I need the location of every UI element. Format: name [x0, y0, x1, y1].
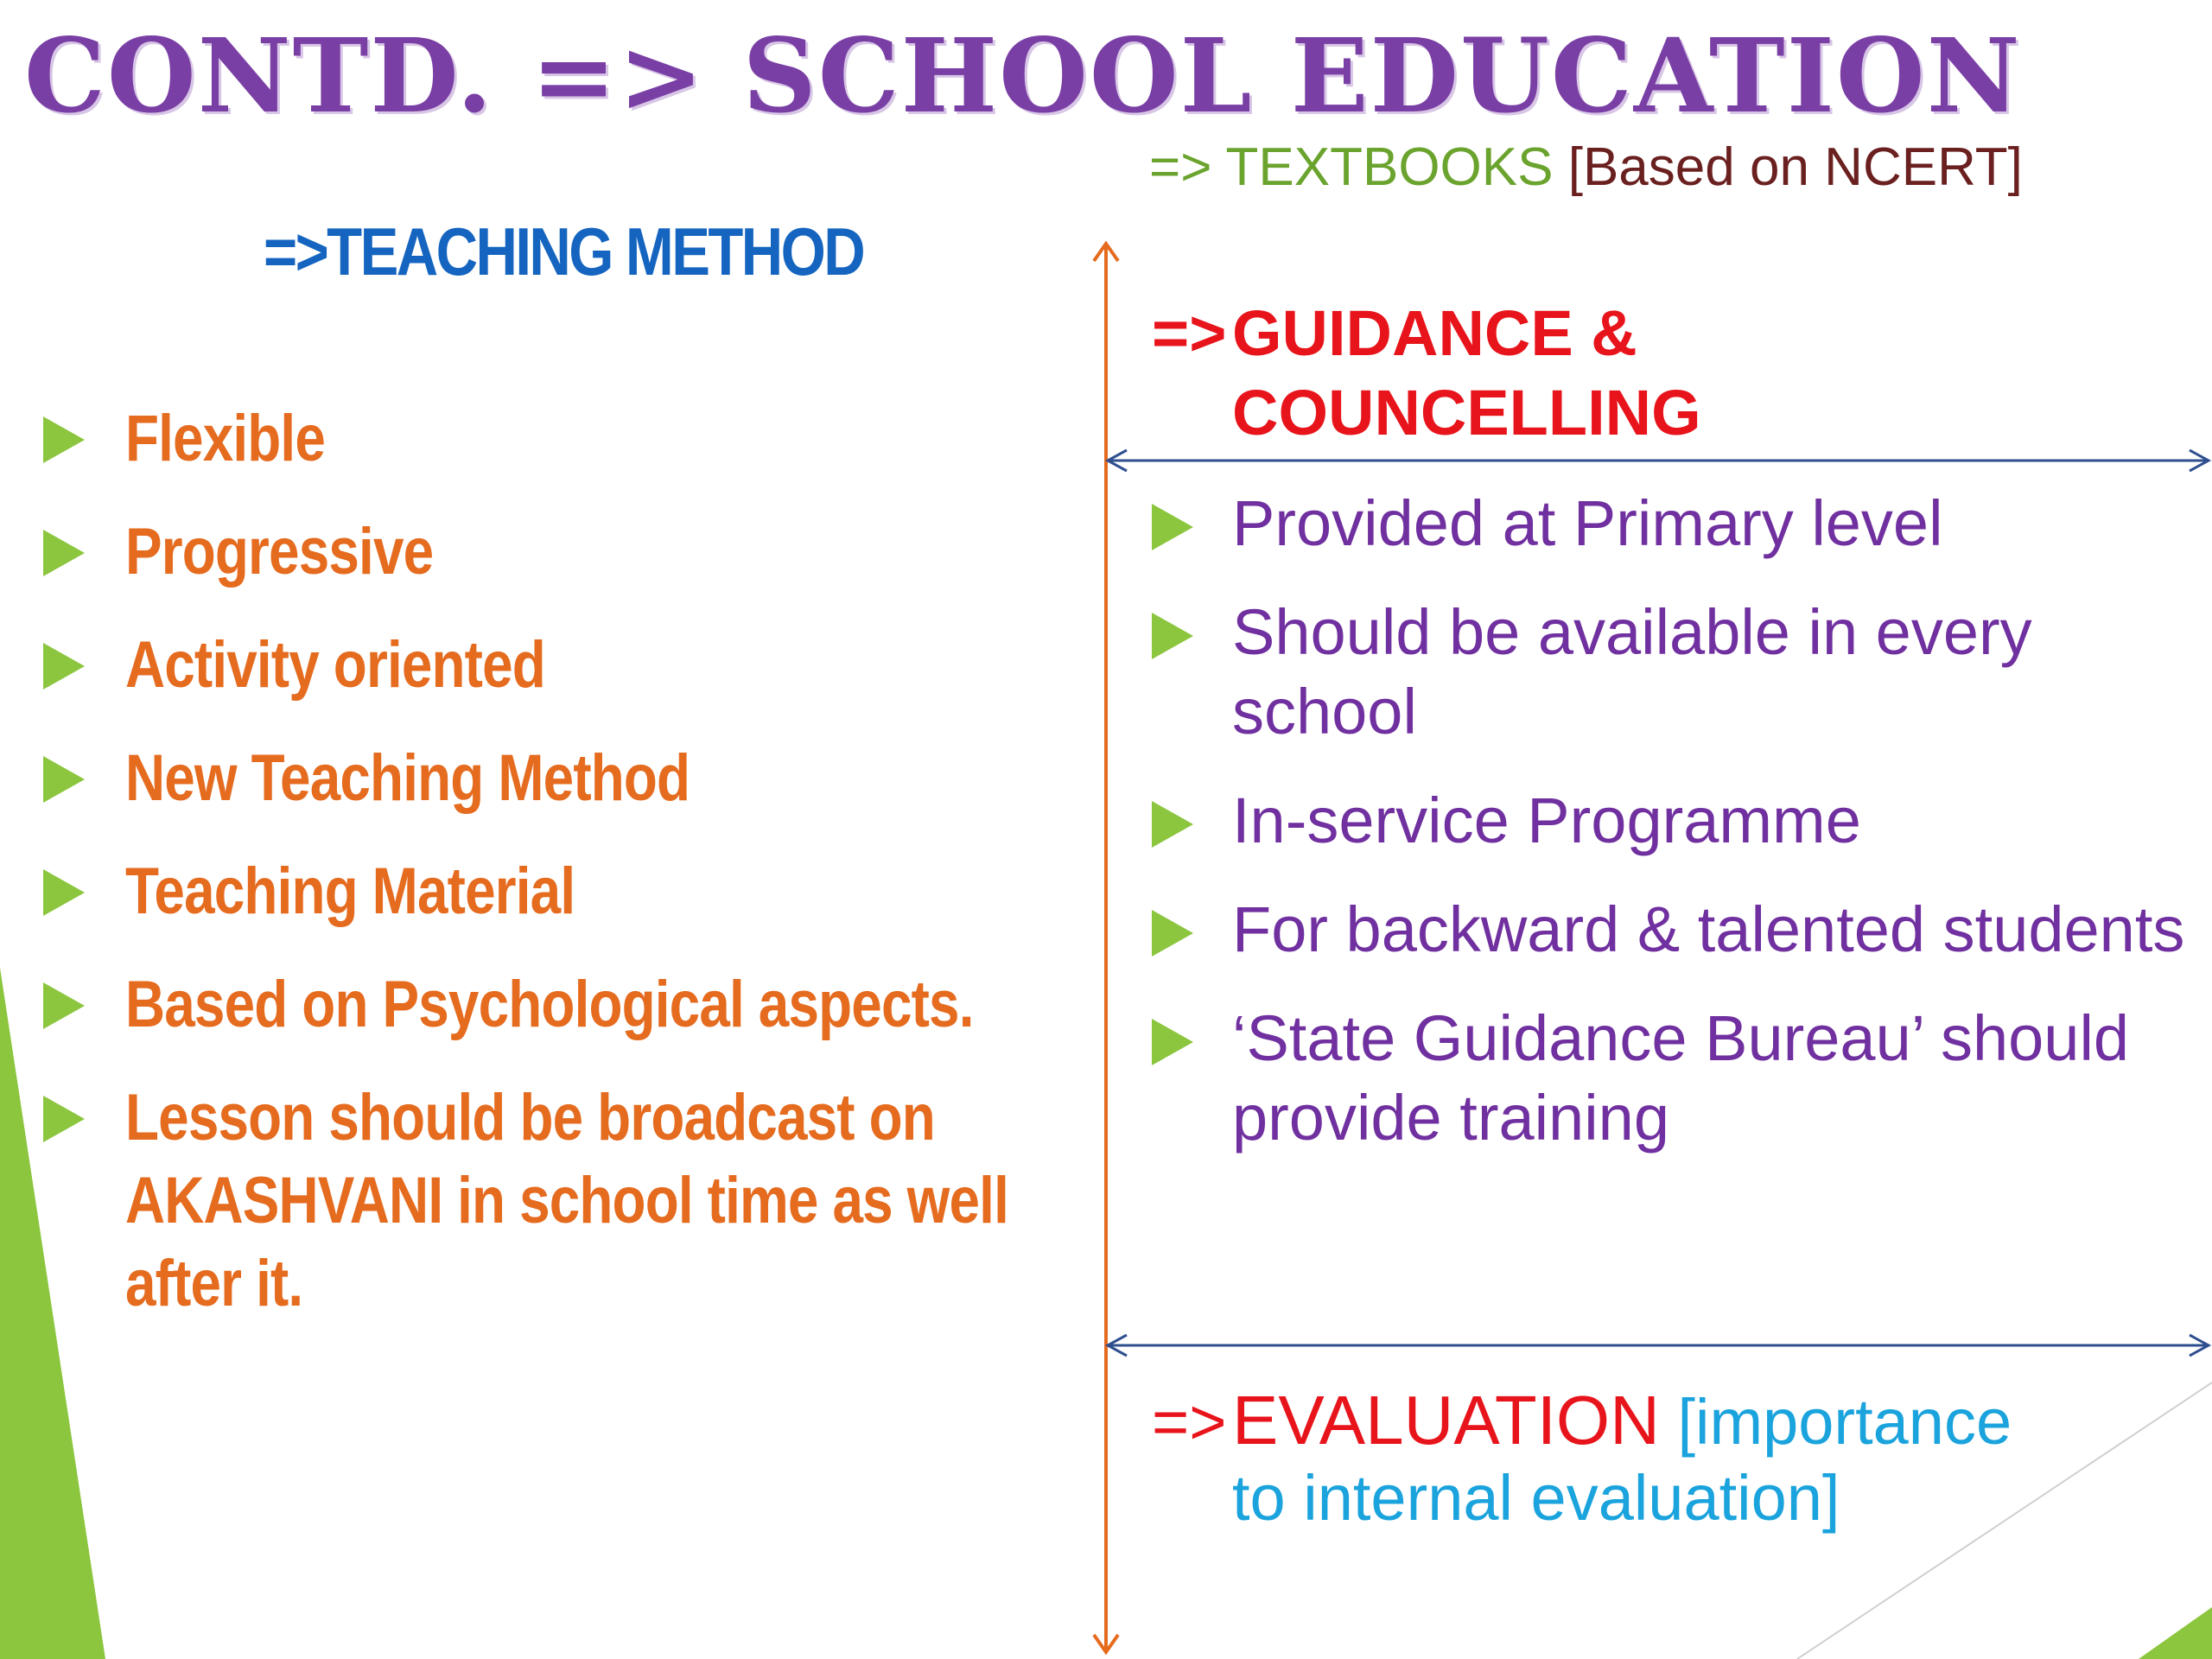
triangle-bullet-icon — [1152, 1019, 1193, 1065]
list-item: Lesson should be broadcast on AKASHVANI in school time as well after it. — [43, 1077, 1080, 1325]
triangle-bullet-icon — [43, 1096, 85, 1142]
guidance-heading — [1152, 294, 1701, 453]
triangle-bullet-icon — [43, 530, 85, 576]
textbooks-prefix: => — [1149, 137, 1226, 197]
list-item: Teaching Material — [43, 850, 1080, 933]
list-item: Progressive — [43, 511, 1080, 594]
triangle-bullet-icon — [1152, 504, 1193, 550]
list-item: Based on Psychological aspects. — [43, 963, 1080, 1046]
triangle-bullet-icon — [43, 869, 85, 916]
triangle-bullet-icon — [43, 982, 85, 1029]
list-item: In-service Programme — [1152, 781, 2189, 861]
triangle-bullet-icon — [1152, 801, 1193, 848]
guidance-list — [1152, 484, 2189, 1187]
evaluation-keyword: EVALUATION — [1232, 1382, 1660, 1459]
triangle-bullet-icon — [1152, 613, 1193, 659]
slide-title — [24, 16, 2022, 136]
textbooks-keyword: TEXTBOOKS — [1225, 137, 1554, 197]
list-item: Activity oriented — [43, 624, 1080, 707]
horizontal-arrow-bottom — [1108, 1335, 2209, 1356]
list-item: New Teaching Method — [43, 737, 1080, 820]
teaching-method-heading: =>TEACHING METHOD — [264, 213, 864, 289]
textbooks-note: [Based on NCERT] — [1553, 137, 2023, 197]
evaluation-note-line1: [importance — [1659, 1386, 2012, 1458]
triangle-bullet-icon — [43, 643, 85, 690]
green-wedge-right — [2139, 1607, 2212, 1659]
evaluation-note-line2: to internal evaluation] — [1232, 1462, 1840, 1534]
triangle-bullet-icon — [43, 756, 85, 803]
triangle-bullet-icon — [1152, 910, 1193, 957]
list-item: Provided at Primary level — [1152, 484, 2189, 563]
textbooks-line — [1149, 137, 2023, 198]
evaluation-block — [1152, 1382, 2189, 1536]
guidance-heading-line2: COUNCELLING — [1232, 377, 1701, 448]
evaluation-prefix: => — [1152, 1386, 1227, 1458]
list-item: Flexible — [43, 397, 1080, 480]
triangle-bullet-icon — [43, 416, 85, 463]
list-item: For backward & talented students — [1152, 890, 2189, 969]
guidance-heading-line1: GUIDANCE & — [1232, 297, 1637, 369]
slide-title-text: CONTD. => SCHOOL EDUCATION — [24, 16, 2022, 136]
list-item: ‘State Guidance Bureau’ should provide training — [1152, 999, 2189, 1158]
guidance-prefix: => — [1152, 297, 1227, 369]
horizontal-arrow-top — [1108, 450, 2209, 471]
teaching-method-list — [43, 397, 1080, 1356]
list-item: Should be available in every school — [1152, 593, 2189, 752]
